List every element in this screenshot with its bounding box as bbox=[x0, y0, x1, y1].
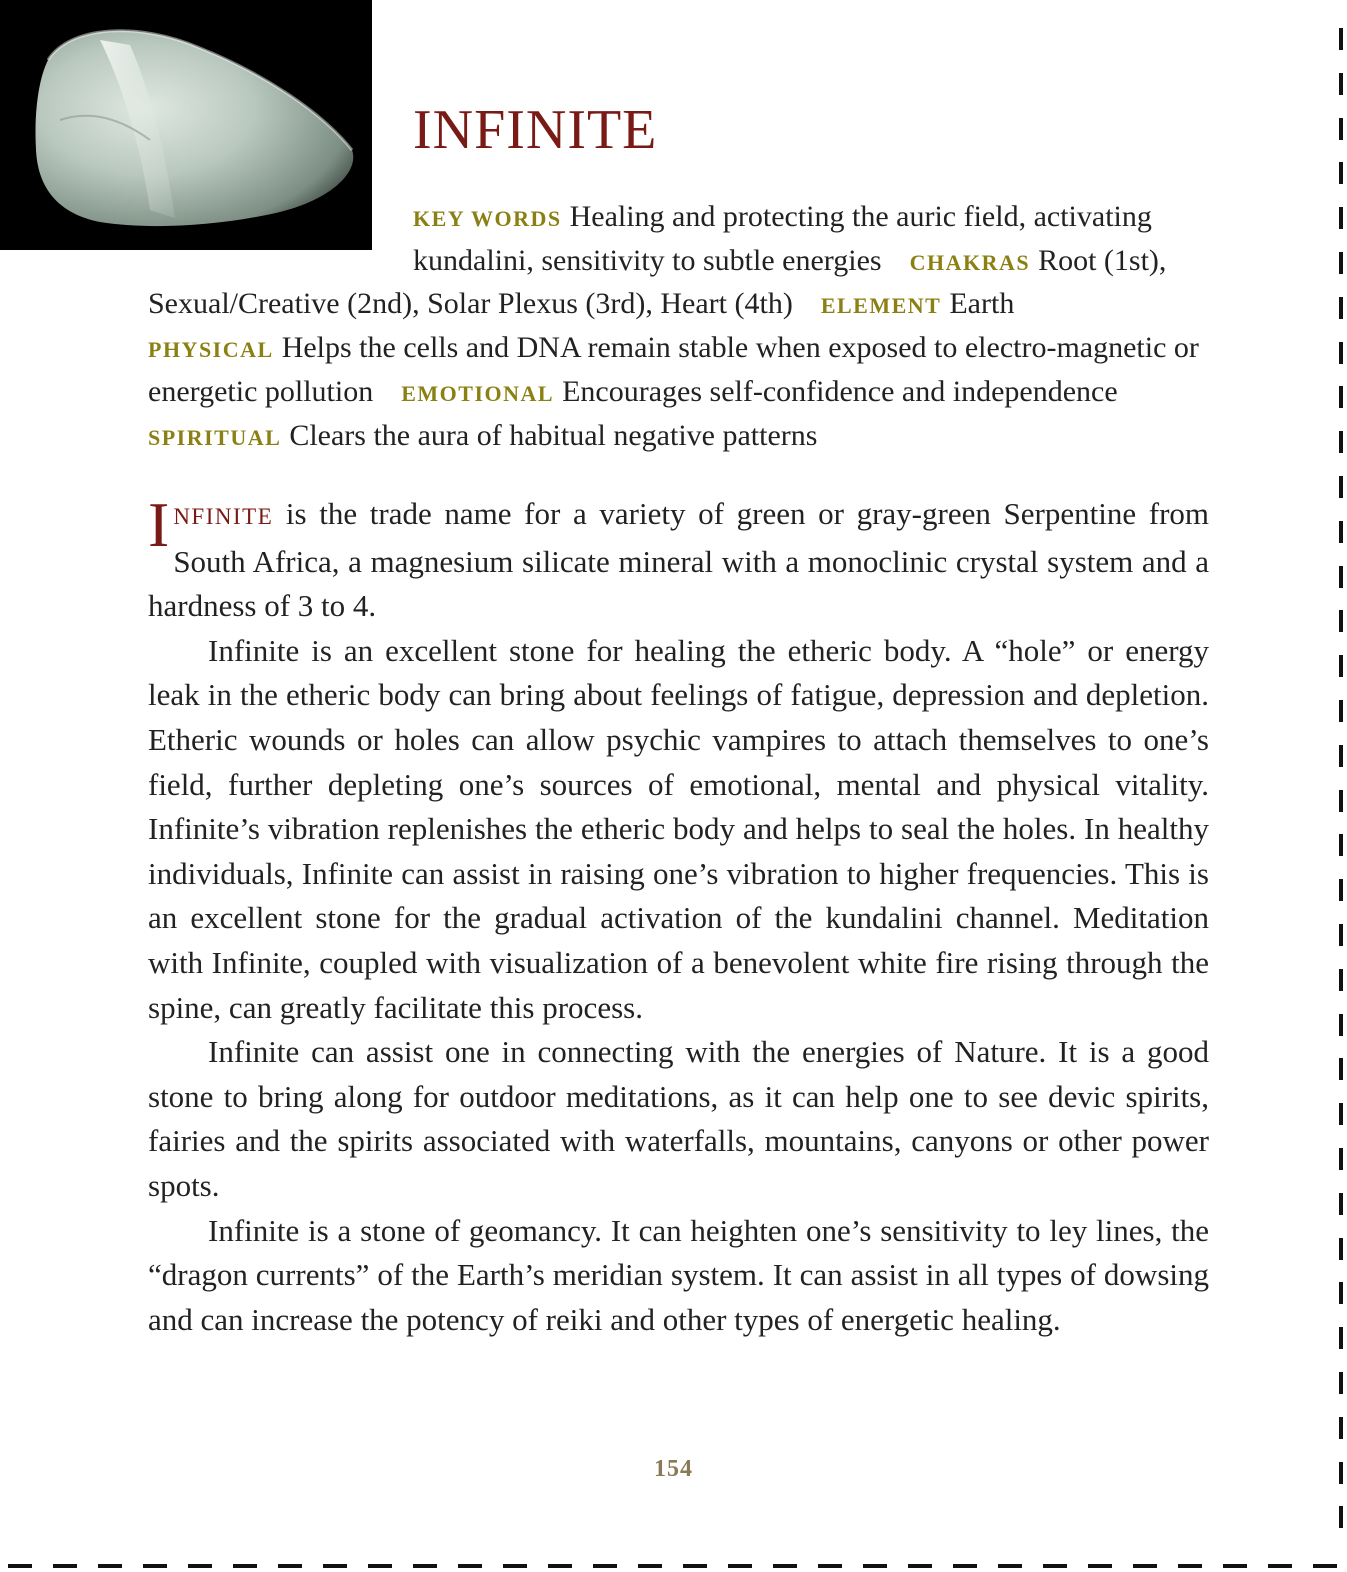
edge-mark bbox=[278, 1564, 302, 1568]
spiritual-value: Clears the aura of habitual negative patterns bbox=[289, 418, 818, 452]
physical-value: Helps the cells and DNA remain stable when exposed to electro-magnetic or energetic pollution bbox=[148, 331, 1199, 408]
paragraph-2: Infinite is an excellent stone for healing the etheric body. A “hole” or energy leak in the etheric body can bring about feelings of fatigue, depression and depletion. Etheric wounds or holes can allow psychic vampires to attach themselves to one’s field, further depleting one’s sources of emotional, mental and physical vitality. Infinite’s vibration replenishes the etheric body and helps to seal the holes. In healthy individuals, Infinite can assist in raising one’s vibration to higher frequencies. This is an excellent stone for the gradual activation of the kundalini channel. Meditation with Infinite, coupled with visualization of a benevolent white fire rising through the spine, can greatly facilitate this process. bbox=[148, 632, 1209, 1025]
key-words-value: Healing and protecting the auric field, activating kundalini, sensitivity to subtle energies bbox=[413, 200, 1152, 277]
edge-mark bbox=[1339, 1103, 1343, 1125]
edge-mark bbox=[1339, 28, 1343, 50]
edge-mark bbox=[863, 1564, 887, 1568]
edge-mark bbox=[1339, 655, 1343, 677]
edge-mark bbox=[1339, 386, 1343, 408]
edge-mark bbox=[1339, 610, 1343, 632]
edge-mark bbox=[1339, 566, 1343, 588]
edge-mark bbox=[233, 1564, 257, 1568]
edge-mark bbox=[368, 1564, 392, 1568]
edge-mark bbox=[323, 1564, 347, 1568]
body-text bbox=[148, 489, 1209, 1342]
edge-mark bbox=[593, 1564, 617, 1568]
edge-mark bbox=[908, 1564, 932, 1568]
edge-mark bbox=[1339, 969, 1343, 991]
edge-mark bbox=[1313, 1564, 1337, 1568]
edge-mark bbox=[1339, 1462, 1343, 1484]
edge-mark bbox=[1339, 73, 1343, 95]
edge-mark bbox=[143, 1564, 167, 1568]
edge-mark bbox=[1339, 1238, 1343, 1260]
chakras-label: CHAKRAS bbox=[909, 249, 1031, 275]
edge-mark bbox=[548, 1564, 572, 1568]
edge-mark bbox=[1339, 342, 1343, 364]
drop-cap: I bbox=[148, 489, 170, 560]
edge-mark bbox=[98, 1564, 122, 1568]
edge-mark bbox=[1223, 1564, 1247, 1568]
edge-mark bbox=[683, 1564, 707, 1568]
edge-mark bbox=[1043, 1564, 1067, 1568]
paragraph-3: Infinite can assist one in connecting with the energies of Nature. It is a good stone to bring along for outdoor meditations, as it can help one to see devic spirits, fairies and the spirits associated with waterfalls, mountains, canyons or other power spots. bbox=[148, 1034, 1209, 1203]
edge-mark bbox=[53, 1564, 77, 1568]
edge-mark bbox=[1339, 790, 1343, 812]
edge-mark bbox=[638, 1564, 662, 1568]
edge-mark bbox=[1339, 1014, 1343, 1036]
page-number: 154 bbox=[654, 1456, 693, 1482]
edge-mark bbox=[1339, 252, 1343, 274]
edge-mark bbox=[1339, 476, 1343, 498]
edge-mark bbox=[1268, 1564, 1292, 1568]
edge-mark bbox=[1339, 162, 1343, 184]
element-value: Earth bbox=[949, 287, 1015, 321]
edge-mark bbox=[1339, 1058, 1343, 1080]
chakras-value: Root (1st), Sexual/Creative (2nd), Solar Plexus (3rd), Heart (4th) bbox=[148, 243, 1167, 321]
edge-mark bbox=[1339, 1148, 1343, 1170]
edge-mark bbox=[8, 1564, 32, 1568]
physical-label: PHYSICAL bbox=[148, 337, 274, 363]
edge-mark bbox=[188, 1564, 212, 1568]
edge-mark bbox=[1088, 1564, 1112, 1568]
key-words-label: KEY WORDS bbox=[413, 206, 562, 231]
edge-mark bbox=[1339, 700, 1343, 722]
edge-mark bbox=[1339, 1282, 1343, 1304]
edge-mark bbox=[1339, 297, 1343, 319]
emotional-label: EMOTIONAL bbox=[401, 380, 555, 406]
edge-mark bbox=[1339, 745, 1343, 767]
edge-mark bbox=[1339, 118, 1343, 140]
right-edge-marks bbox=[1333, 0, 1347, 1572]
edge-mark bbox=[1339, 924, 1343, 946]
edge-mark bbox=[1339, 431, 1343, 453]
spiritual-label: SPIRITUAL bbox=[148, 424, 282, 450]
edge-mark bbox=[1339, 834, 1343, 856]
edge-mark bbox=[998, 1564, 1022, 1568]
edge-mark bbox=[1178, 1564, 1202, 1568]
edge-mark bbox=[503, 1564, 527, 1568]
stone-attributes bbox=[0, 196, 1347, 452]
emotional-value: Encourages self-confidence and independence bbox=[562, 374, 1118, 408]
page-title: INFINITE bbox=[413, 99, 658, 161]
edge-mark bbox=[1339, 521, 1343, 543]
paragraph-1-text: is the trade name for a variety of green or gray-green Serpentine from South Africa, a magnesium silicate mineral with a monoclinic crystal system and a hardness of 3 to 4. bbox=[148, 496, 1209, 624]
edge-mark bbox=[1339, 1506, 1343, 1528]
bottom-edge-marks bbox=[0, 1558, 1347, 1572]
paragraph-1 bbox=[148, 489, 1209, 629]
edge-mark bbox=[458, 1564, 482, 1568]
edge-mark bbox=[413, 1564, 437, 1568]
edge-mark bbox=[1133, 1564, 1157, 1568]
edge-mark bbox=[773, 1564, 797, 1568]
edge-mark bbox=[1339, 1417, 1343, 1439]
edge-mark bbox=[1339, 207, 1343, 229]
edge-mark bbox=[728, 1564, 752, 1568]
element-label: ELEMENT bbox=[820, 293, 942, 319]
lead-word: NFINITE bbox=[173, 504, 274, 529]
edge-mark bbox=[1339, 879, 1343, 901]
edge-mark bbox=[1339, 1327, 1343, 1349]
edge-mark bbox=[1339, 1372, 1343, 1394]
edge-mark bbox=[818, 1564, 842, 1568]
edge-mark bbox=[953, 1564, 977, 1568]
paragraph-4: Infinite is a stone of geomancy. It can heighten one’s sensitivity to ley lines, the “dragon currents” of the Earth’s meridian system. It can assist in all types of dowsing and can increase the potency of reiki and other types of energetic healing. bbox=[148, 1212, 1209, 1337]
edge-mark bbox=[1339, 1193, 1343, 1215]
